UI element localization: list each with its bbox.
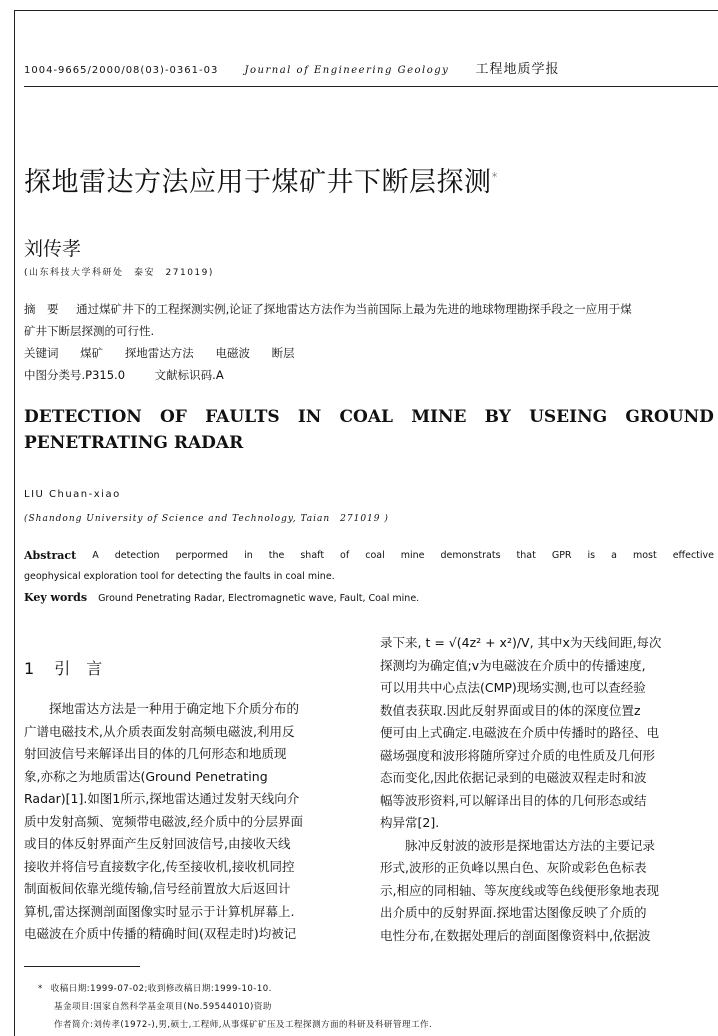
footnote-author: 作者简介:刘传孝(1972-),男,硕士,工程师,从事煤矿矿压及工程探测方面的科研及科研管理工作. <box>54 1020 433 1030</box>
section-number: 1 <box>24 659 35 678</box>
body-line: 示,相应的同相轴、等灰度线或等色线便形象地表现 <box>380 882 659 898</box>
abstract-cn <box>24 298 632 386</box>
doc-code-value: .A <box>212 368 224 382</box>
body-line: 探测均为确定值;v为电磁波在介质中的传播速度, <box>380 657 646 673</box>
title-en-word: DETECTION <box>24 407 142 427</box>
journal-name-cn: 工程地质学报 <box>475 62 560 77</box>
keywords-en <box>24 587 714 609</box>
abstract-cn-line1: 通过煤矿井下的工程探测实例,论证了探地雷达方法作为当前国际上最为先进的地球物理勘探手段之一应用于煤 <box>76 302 632 316</box>
body-line: 探地雷达方法是一种用于确定地下介质分布的 <box>49 701 300 716</box>
body-line: 电磁波在介质中传播的精确时间(双程走时)均被记 <box>24 926 297 941</box>
abstract-en-word: effective <box>672 550 714 561</box>
body-line: 质中发射高频、宽频带电磁波,经介质中的分层界面 <box>24 813 303 829</box>
keywords-en-label: Key words <box>24 591 88 604</box>
abstract-en-line1 <box>24 545 714 566</box>
title-en-line2: PENETRATING RADAR <box>24 433 244 453</box>
left-column <box>24 698 350 946</box>
keyword-cn: 煤矿 <box>80 346 104 360</box>
body-line: 磁场强度和波形将随所穿过介质的电性质及几何形 <box>380 747 656 763</box>
title-en-word: OF <box>159 407 187 427</box>
paper-title-en <box>24 407 714 453</box>
title-en-word: GROUND <box>625 407 714 427</box>
abstract-en-word: most <box>632 550 657 561</box>
body-line: 形式,波形的正负峰以黑白色、灰阶或彩色色标表 <box>380 860 647 875</box>
abstract-en-word: the <box>268 550 285 561</box>
abstract-en-word: detection <box>114 550 160 561</box>
abstract-cn-line2: 矿井下断层探测的可行性. <box>24 324 155 338</box>
clc-value: .P315.0 <box>81 368 126 382</box>
abstract-en-word: that <box>516 550 536 561</box>
issn-code: 1004-9665/2000/08(03)-0361-03 <box>24 65 219 76</box>
abstract-en-word: coal <box>365 550 385 561</box>
keywords-cn <box>24 342 632 364</box>
body-line: 算机,雷达探测剖面图像实时显示于计算机屏幕上. <box>24 903 295 919</box>
body-line: 接收并将信号直接数字化,传至接收机,接收机同控 <box>24 858 295 874</box>
body-line: 幅等波形资料,可以解译出目的体的几何形态或结 <box>380 792 647 808</box>
abstract-en-word: in <box>244 550 253 561</box>
author-cn: 刘传孝 <box>24 238 82 260</box>
header-rule <box>24 86 718 87</box>
title-en-word: BY <box>484 407 511 427</box>
footnote-received: 收稿日期:1999-07-02;收到修改稿日期:1999-10-10. <box>50 984 272 994</box>
title-en-word: USEING <box>529 407 608 427</box>
body-line: 制面板间依靠光缆传输,信号经前置放大后返回计 <box>24 881 291 896</box>
body-line: 出介质中的反射界面.探地雷达图像反映了介质的 <box>380 905 647 920</box>
title-footnote-mark: * <box>491 170 498 184</box>
abstract-en-word: A <box>92 550 99 561</box>
affiliation-cn: (山东科技大学科研处 泰安 271019) <box>24 268 214 278</box>
classification <box>24 364 632 386</box>
abstract-en-line2: geophysical exploration tool for detecting the faults in coal mine. <box>24 571 335 582</box>
body-line: 电性分布,在数据处理后的剖面图像资料中,依据波 <box>380 927 651 943</box>
abstract-en-word: mine <box>400 550 425 561</box>
right-column <box>380 632 718 947</box>
abstract-en-word: demonstrats <box>440 550 501 561</box>
abstract-en-word: GPR <box>551 550 572 561</box>
journal-name-en: Journal of Engineering Geology <box>244 65 450 76</box>
abstract-en-word: shaft <box>300 550 325 561</box>
keywords-cn-label: 关键词 <box>24 346 59 360</box>
body-line: 或目的体反射界面产生反射回波信号,由接收天线 <box>24 836 291 851</box>
body-line: 射回波信号来解译出目的体的几何形态和地质现 <box>24 746 287 761</box>
keywords-en-text: Ground Penetrating Radar, Electromagnetic wave, Fault, Coal mine. <box>98 593 420 604</box>
clc-label: 中图分类号 <box>24 368 82 382</box>
keyword-cn: 断层 <box>271 346 295 360</box>
keyword-cn: 电磁波 <box>215 346 250 360</box>
body-line: 数值表获取.因此反射界面或目的体的深度位置z <box>380 702 641 718</box>
section-title: 引 言 <box>54 659 103 678</box>
body-line: 构异常[2]. <box>380 815 440 830</box>
abstract-en-label: Abstract <box>24 549 77 562</box>
footnotes <box>38 980 432 1034</box>
abstract-en-word: of <box>340 550 350 561</box>
abstract-en-word: is <box>587 550 596 561</box>
body-line: 象,亦称之为地质雷达(Ground Penetrating <box>24 768 268 784</box>
abstract-en <box>24 545 714 609</box>
body-line: 脉冲反射波的波形是探地雷达方法的主要记录 <box>405 837 656 853</box>
author-en: LIU Chuan-xiao <box>24 489 121 500</box>
title-en-word: FAULTS <box>205 407 280 427</box>
abstract-en-word: perpormed <box>175 550 229 561</box>
title-cn-text: 探地雷达方法应用于煤矿井下断层探测 <box>24 167 492 198</box>
affiliation-en: (Shandong University of Science and Technology, Taian 271019 ) <box>24 514 389 524</box>
title-en-word: COAL <box>339 407 394 427</box>
left-border <box>14 10 15 1036</box>
body-line: 录下来, t = √(4z² + x²)/V, 其中x为天线间距,每次 <box>380 635 662 650</box>
abstract-en-word: a <box>611 550 617 561</box>
footnote-fund: 基金项目:国家自然科学基金项目(No.59544010)资助 <box>54 1002 272 1012</box>
body-line: 便可由上式确定.电磁波在介质中传播时的路径、电 <box>380 725 659 740</box>
body-line: 可以用共中心点法(CMP)现场实测,也可以查经验 <box>380 680 646 695</box>
paper-title-cn <box>24 160 498 199</box>
section-heading <box>24 656 102 679</box>
title-en-line1 <box>24 407 714 427</box>
keyword-cn: 探地雷达方法 <box>124 346 194 360</box>
body-line: Radar)[1].如图1所示,探地雷达通过发射天线向介 <box>24 791 300 806</box>
footnote-rule <box>24 966 140 967</box>
body-line: 广谱电磁技术,从介质表面发射高频电磁波,利用反 <box>24 723 295 739</box>
top-border <box>14 10 718 11</box>
title-en-word: MINE <box>411 407 467 427</box>
title-en-word: IN <box>297 407 322 427</box>
abstract-cn-label: 摘 要 <box>24 302 59 316</box>
doc-code-label: 文献标识码 <box>154 368 213 382</box>
footnote-mark: * <box>38 984 43 994</box>
body-line: 态而变化,因此依据记录到的电磁波双程走时和波 <box>380 770 647 785</box>
journal-header <box>24 58 559 77</box>
